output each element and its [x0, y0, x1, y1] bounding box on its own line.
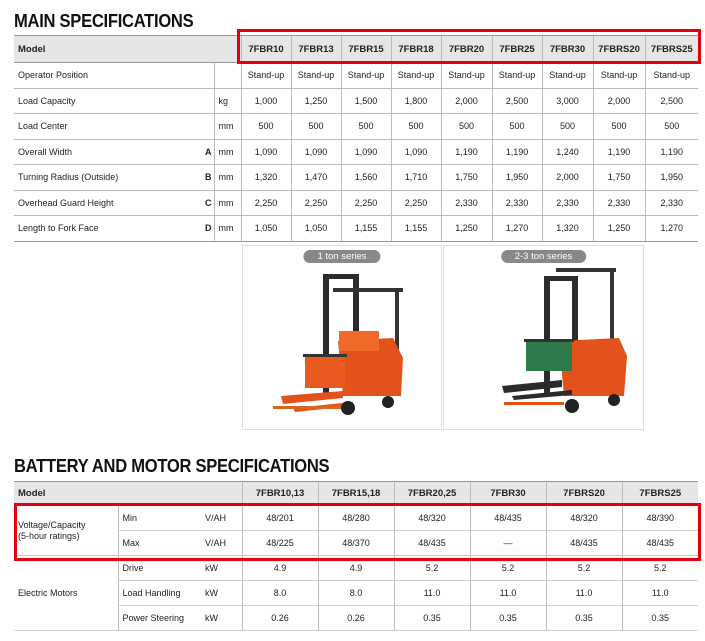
value-cell: 2,330: [645, 190, 698, 216]
spec-row: [14, 88, 698, 114]
value-cell: 1,320: [542, 216, 593, 242]
unit-label: mm: [214, 114, 241, 140]
drive-motor-row: [14, 556, 698, 581]
battery-motor-specifications-table: [14, 481, 698, 631]
model-column-header: 7FBR20,25: [394, 482, 470, 506]
value-cell: 1,240: [542, 139, 593, 165]
unit-label: mm: [214, 216, 241, 242]
row-label: Drive: [118, 556, 201, 581]
value-cell: 500: [341, 114, 391, 140]
value-cell: 2,000: [542, 165, 593, 191]
value-cell: 48/390: [622, 506, 698, 531]
dimension-letter: B: [200, 165, 214, 191]
forklift-photo-1-ton: [242, 245, 442, 430]
battery-header-row: [14, 482, 698, 506]
value-cell: 48/435: [622, 531, 698, 556]
unit-label: kW: [201, 606, 242, 631]
spec-row: [14, 114, 698, 140]
value-cell: —: [470, 531, 546, 556]
value-cell: 500: [391, 114, 441, 140]
row-label: Overhead Guard Height: [14, 190, 200, 216]
value-cell: 1,560: [341, 165, 391, 191]
main-header-row: [14, 36, 698, 63]
value-cell: Stand-up: [241, 63, 291, 89]
model-column-header: 7FBR10: [241, 36, 291, 63]
value-cell: 2,250: [391, 190, 441, 216]
value-cell: 0.26: [242, 606, 318, 631]
value-cell: 48/225: [242, 531, 318, 556]
value-cell: Stand-up: [645, 63, 698, 89]
dimension-letter: [200, 88, 214, 114]
value-cell: 48/435: [470, 506, 546, 531]
value-cell: 5.2: [622, 556, 698, 581]
value-cell: 1,950: [645, 165, 698, 191]
value-cell: 3,000: [542, 88, 593, 114]
value-cell: 1,320: [241, 165, 291, 191]
value-cell: 8.0: [318, 581, 394, 606]
value-cell: 1,090: [241, 139, 291, 165]
value-cell: 2,330: [593, 190, 645, 216]
value-cell: Stand-up: [542, 63, 593, 89]
spec-row: [14, 139, 698, 165]
value-cell: Stand-up: [291, 63, 341, 89]
model-column-header: 7FBR30: [542, 36, 593, 63]
model-column-header: 7FBR20: [441, 36, 492, 63]
voltage-capacity-line2: (5-hour ratings): [18, 530, 80, 541]
value-cell: 2,250: [241, 190, 291, 216]
value-cell: 1,155: [341, 216, 391, 242]
voltage-capacity-group-label: [14, 506, 118, 556]
value-cell: 1,090: [341, 139, 391, 165]
main-specifications-table: [14, 35, 698, 242]
value-cell: 4.9: [318, 556, 394, 581]
value-cell: 0.26: [318, 606, 394, 631]
value-cell: 1,050: [241, 216, 291, 242]
value-cell: 0.35: [546, 606, 622, 631]
value-cell: Stand-up: [441, 63, 492, 89]
value-cell: Stand-up: [492, 63, 542, 89]
value-cell: 48/320: [546, 506, 622, 531]
electric-motors-group-label: Electric Motors: [14, 556, 118, 631]
unit-label: V/AH: [201, 506, 242, 531]
value-cell: 5.2: [546, 556, 622, 581]
value-cell: 2,330: [441, 190, 492, 216]
value-cell: 1,710: [391, 165, 441, 191]
spec-row: [14, 165, 698, 191]
model-header: Model: [14, 36, 241, 63]
value-cell: 48/435: [394, 531, 470, 556]
model-column-header: 7FBR25: [492, 36, 542, 63]
value-cell: 0.35: [470, 606, 546, 631]
value-cell: 11.0: [470, 581, 546, 606]
value-cell: 8.0: [242, 581, 318, 606]
value-cell: Stand-up: [593, 63, 645, 89]
model-column-header: 7FBRS25: [645, 36, 698, 63]
value-cell: 5.2: [470, 556, 546, 581]
row-label: Load Capacity: [14, 88, 200, 114]
model-column-header: 7FBR30: [470, 482, 546, 506]
model-column-header: 7FBR15: [341, 36, 391, 63]
value-cell: 1,800: [391, 88, 441, 114]
value-cell: 1,090: [391, 139, 441, 165]
value-cell: 1,250: [441, 216, 492, 242]
value-cell: 0.35: [622, 606, 698, 631]
model-column-header: 7FBRS25: [622, 482, 698, 506]
value-cell: 11.0: [394, 581, 470, 606]
row-label: Operator Position: [14, 63, 200, 89]
value-cell: 2,330: [542, 190, 593, 216]
forklift-photo-2-3-ton: [443, 245, 644, 430]
value-cell: 2,000: [593, 88, 645, 114]
value-cell: 500: [441, 114, 492, 140]
row-label: Power Steering: [118, 606, 201, 631]
forklift-1-ton-illustration: [243, 246, 441, 429]
model-column-header: 7FBR15,18: [318, 482, 394, 506]
unit-label: mm: [214, 139, 241, 165]
series-label: 2-3 ton series: [501, 250, 587, 263]
unit-label: mm: [214, 165, 241, 191]
value-cell: 48/435: [546, 531, 622, 556]
value-cell: 48/280: [318, 506, 394, 531]
dimension-letter: D: [200, 216, 214, 242]
spec-row: [14, 216, 698, 242]
row-label: Overall Width: [14, 139, 200, 165]
value-cell: 1,090: [291, 139, 341, 165]
value-cell: 2,500: [645, 88, 698, 114]
unit-label: kW: [201, 556, 242, 581]
model-column-header: 7FBRS20: [593, 36, 645, 63]
unit-label: mm: [214, 190, 241, 216]
value-cell: 1,155: [391, 216, 441, 242]
main-specifications-title: MAIN SPECIFICATIONS: [14, 11, 194, 31]
model-column-header: 7FBR10,13: [242, 482, 318, 506]
value-cell: 1,270: [645, 216, 698, 242]
value-cell: 48/370: [318, 531, 394, 556]
value-cell: 1,500: [341, 88, 391, 114]
value-cell: 500: [291, 114, 341, 140]
voltage-min-row: [14, 506, 698, 531]
dimension-letter: [200, 114, 214, 140]
value-cell: 1,470: [291, 165, 341, 191]
forklift-2-3-ton-illustration: [444, 246, 643, 429]
value-cell: Stand-up: [391, 63, 441, 89]
spec-row: [14, 190, 698, 216]
value-cell: 500: [492, 114, 542, 140]
value-cell: 500: [542, 114, 593, 140]
dimension-letter: [200, 63, 214, 89]
model-column-header: 7FBRS20: [546, 482, 622, 506]
value-cell: 1,190: [441, 139, 492, 165]
value-cell: 1,190: [593, 139, 645, 165]
value-cell: 2,330: [492, 190, 542, 216]
value-cell: 500: [241, 114, 291, 140]
value-cell: 2,000: [441, 88, 492, 114]
unit-label: [214, 63, 241, 89]
value-cell: 5.2: [394, 556, 470, 581]
value-cell: 2,250: [341, 190, 391, 216]
value-cell: 1,000: [241, 88, 291, 114]
value-cell: 2,250: [291, 190, 341, 216]
value-cell: 1,270: [492, 216, 542, 242]
unit-label: kW: [201, 581, 242, 606]
value-cell: 1,050: [291, 216, 341, 242]
value-cell: 1,950: [492, 165, 542, 191]
value-cell: 500: [645, 114, 698, 140]
value-cell: 1,190: [492, 139, 542, 165]
value-cell: 0.35: [394, 606, 470, 631]
model-header: Model: [14, 482, 242, 506]
row-label: Max: [118, 531, 201, 556]
row-label: Min: [118, 506, 201, 531]
model-column-header: 7FBR13: [291, 36, 341, 63]
battery-motor-specifications-title: BATTERY AND MOTOR SPECIFICATIONS: [14, 456, 330, 476]
voltage-capacity-line1: Voltage/Capacity: [18, 519, 86, 530]
value-cell: 1,250: [593, 216, 645, 242]
spec-row: [14, 63, 698, 89]
row-label: Load Handling: [118, 581, 201, 606]
unit-label: V/AH: [201, 531, 242, 556]
value-cell: 500: [593, 114, 645, 140]
value-cell: 48/320: [394, 506, 470, 531]
model-column-header: 7FBR18: [391, 36, 441, 63]
row-label: Length to Fork Face: [14, 216, 200, 242]
row-label: Load Center: [14, 114, 200, 140]
dimension-letter: C: [200, 190, 214, 216]
unit-label: kg: [214, 88, 241, 114]
value-cell: 2,500: [492, 88, 542, 114]
value-cell: 4.9: [242, 556, 318, 581]
value-cell: 1,190: [645, 139, 698, 165]
value-cell: 48/201: [242, 506, 318, 531]
value-cell: 11.0: [546, 581, 622, 606]
dimension-letter: A: [200, 139, 214, 165]
value-cell: 1,250: [291, 88, 341, 114]
value-cell: Stand-up: [341, 63, 391, 89]
row-label: Turning Radius (Outside): [14, 165, 200, 191]
value-cell: 1,750: [593, 165, 645, 191]
series-label: 1 ton series: [303, 250, 380, 263]
value-cell: 1,750: [441, 165, 492, 191]
value-cell: 11.0: [622, 581, 698, 606]
